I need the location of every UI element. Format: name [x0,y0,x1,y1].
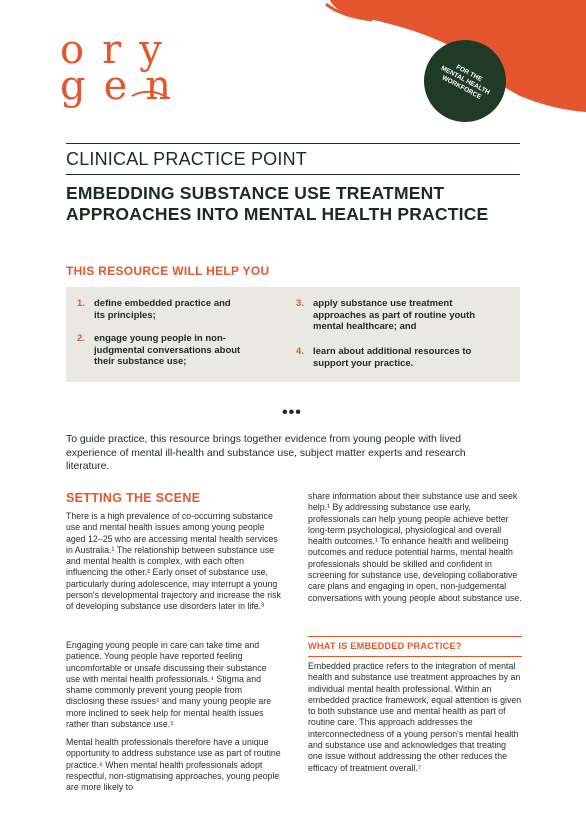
embedded-rule-bottom [308,656,522,657]
setting-paragraph-2: Engaging young people in care can take time and patience. Young people have reported feeling uncomfortable or unsafe discussing their substance use with mental health professionals.⁴ Stigma and shame commonly prevent young people from disclosing these issues⁵ and many young people are more inclined to seek help for mental health issues rather than substance use.⁵ [66,640,272,730]
workforce-badge-text: FOR THE MENTAL HEALTH WORKFORCE [439,63,491,101]
help-heading: THIS RESOURCE WILL HELP YOU [66,264,270,278]
logo-line-2: gen [60,63,190,109]
help-item-2 [77,333,254,368]
page-title-line-1: EMBEDDING SUBSTANCE USE TREATMENT [66,183,445,203]
help-item-number: 1. [77,298,85,309]
help-item-text: learn about additional resources to support your practice. [313,346,472,369]
logo-swoosh [130,88,170,100]
embedded-heading: WHAT IS EMBEDDED PRACTICE? [308,641,462,651]
page-kicker: CLINICAL PRACTICE POINT [66,149,307,169]
setting-heading: SETTING THE SCENE [66,491,201,505]
top-rule [66,143,520,144]
help-item-1 [77,298,244,321]
logo-line-1: ory [60,27,180,73]
intro-paragraph: To guide practice, this resource brings together evidence from young people with lived experience of mental ill-health and substance use, subject matter experts and research literature. [66,434,466,472]
help-item-number: 3. [296,298,304,309]
right-paragraph-1: share information about their substance use and seek help.¹ By addressing substance use early, professionals can help young people achieve better long-term psychological, physiological and overall health outcomes.¹ To enhance health and wellbeing outcomes and reduce potential harms, mental health professionals should be skilled and confident in screening for substance use, developing collaborative care plans and engaging in open, non-judgemental conversations with young people about substance use. [308,491,522,603]
help-item-text: apply substance use treatment approaches as part of routine youth mental healthcare; and [313,298,476,332]
help-item-number: 4. [296,346,304,357]
page-title [66,183,546,225]
help-item-text: engage young people in non-judgmental conversations about their substance use; [94,333,241,367]
section-dots: ••• [282,404,302,421]
help-item-number: 2. [77,333,85,344]
help-item-4 [296,346,483,369]
help-item-3 [296,298,483,333]
embedded-paragraph: Embedded practice refers to the integration of mental health and substance use treatment approaches by an individual mental health professional. Within an embedded practice framework, equal attention is given to both substance use and mental health as part of routine care. This approach addresses the interconnectedness of a young person's mental health and substance use and acknowledges that treating one issue without addressing the other reduces the efficacy of treatment overall.⁷ [308,661,522,773]
page-title-line-2: APPROACHES INTO MENTAL HEALTH PRACTICE [66,204,489,224]
embedded-rule-top [308,636,522,637]
setting-paragraph-1: There is a high prevalence of co-occurring substance use and mental health issues among young people aged 12–25 who are accessing mental health services in Australia.¹ The relationship between substance use and mental health is complex, with each often influencing the other.² Early onset of substance use, particularly during adolescence, may interrupt a young person's developmental trajectory and increase the risk of developing substance use disorders later in life.³ [66,511,281,612]
setting-paragraph-3: Mental health professionals therefore have a unique opportunity to address substance use as part of routine practice.⁶ When mental health professionals adopt respectful, non-stigmatising approaches, young people are more likely to [66,737,281,793]
mid-rule [66,174,520,175]
help-item-text: define embedded practice and its principles; [94,298,231,321]
